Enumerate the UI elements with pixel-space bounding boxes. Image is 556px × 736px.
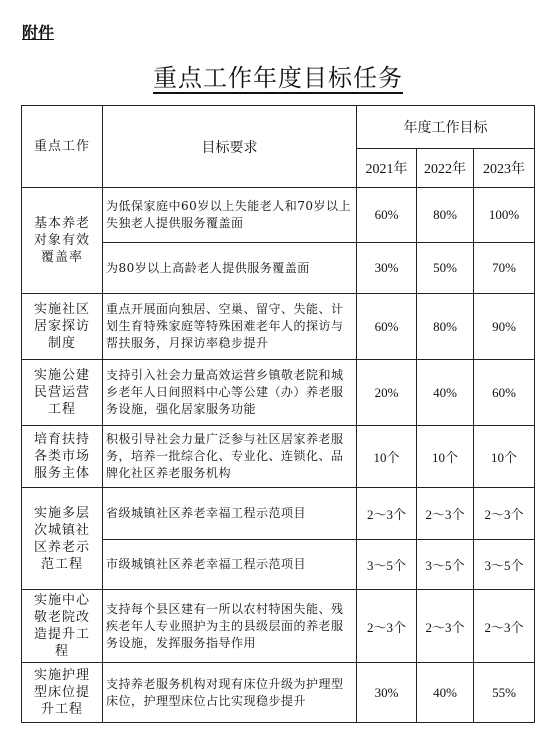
work-cell: 实施中心敬老院改造提升工程 bbox=[22, 590, 103, 663]
work-cell: 实施公建民营运营工程 bbox=[22, 360, 103, 426]
table-row bbox=[22, 294, 535, 360]
work-cell: 基本养老对象有效覆盖率 bbox=[22, 188, 103, 294]
header-requirement: 目标要求 bbox=[103, 106, 357, 188]
value-2023: 70% bbox=[474, 243, 535, 294]
table-row bbox=[22, 188, 535, 243]
value-2021: 20% bbox=[357, 360, 417, 426]
header-year-2023: 2023年 bbox=[474, 149, 535, 188]
work-cell: 实施多层次城镇社区养老示范工程 bbox=[22, 488, 103, 590]
table-row bbox=[22, 360, 535, 426]
value-2021: 30% bbox=[357, 243, 417, 294]
value-2023: 2～3个 bbox=[474, 488, 535, 540]
value-2022: 50% bbox=[417, 243, 474, 294]
value-2022: 10个 bbox=[417, 426, 474, 488]
table-row bbox=[22, 590, 535, 663]
value-2022: 40% bbox=[417, 360, 474, 426]
requirement-cell: 支持养老服务机构对现有床位升级为护理型床位，护理型床位占比实现稳步提升 bbox=[103, 663, 357, 723]
value-2022: 80% bbox=[417, 294, 474, 360]
header-year-2022: 2022年 bbox=[417, 149, 474, 188]
value-2022: 3～5个 bbox=[417, 540, 474, 590]
requirement-cell: 支持引入社会力量高效运营乡镇敬老院和城乡老年人日间照料中心等公建（办）养老服务设施，强化居家服务功能 bbox=[103, 360, 357, 426]
value-2022: 80% bbox=[417, 188, 474, 243]
requirement-cell: 为80岁以上高龄老人提供服务覆盖面 bbox=[103, 243, 357, 294]
requirement-cell: 为低保家庭中60岁以上失能老人和70岁以上失独老人提供服务覆盖面 bbox=[103, 188, 357, 243]
value-2022: 2～3个 bbox=[417, 488, 474, 540]
value-2021: 60% bbox=[357, 188, 417, 243]
header-row bbox=[22, 106, 535, 149]
value-2023: 55% bbox=[474, 663, 535, 723]
work-cell: 实施护理型床位提升工程 bbox=[22, 663, 103, 723]
table-row bbox=[22, 426, 535, 488]
requirement-cell: 积极引导社会力量广泛参与社区居家养老服务，培养一批综合化、专业化、连锁化、品牌化社区养老服务机构 bbox=[103, 426, 357, 488]
table-row bbox=[22, 488, 535, 540]
value-2023: 3～5个 bbox=[474, 540, 535, 590]
value-2023: 2～3个 bbox=[474, 590, 535, 663]
value-2021: 30% bbox=[357, 663, 417, 723]
value-2021: 3～5个 bbox=[357, 540, 417, 590]
requirement-cell: 市级城镇社区养老幸福工程示范项目 bbox=[103, 540, 357, 590]
value-2021: 10个 bbox=[357, 426, 417, 488]
header-annual: 年度工作目标 bbox=[357, 106, 535, 149]
value-2021: 2～3个 bbox=[357, 488, 417, 540]
value-2021: 2～3个 bbox=[357, 590, 417, 663]
table-row bbox=[22, 663, 535, 723]
work-cell: 实施社区居家探访制度 bbox=[22, 294, 103, 360]
attachment-label: 附件 bbox=[22, 23, 55, 42]
page-title: 重点工作年度目标任务 bbox=[153, 64, 403, 92]
value-2023: 100% bbox=[474, 188, 535, 243]
value-2022: 40% bbox=[417, 663, 474, 723]
value-2022: 2～3个 bbox=[417, 590, 474, 663]
value-2023: 60% bbox=[474, 360, 535, 426]
header-work: 重点工作 bbox=[22, 106, 103, 188]
requirement-cell: 重点开展面向独居、空巢、留守、失能、计划生育特殊家庭等特殊困难老年人的探访与帮扶服务，月探访率稳步提升 bbox=[103, 294, 357, 360]
work-cell: 培育扶持各类市场服务主体 bbox=[22, 426, 103, 488]
requirement-cell: 省级城镇社区养老幸福工程示范项目 bbox=[103, 488, 357, 540]
value-2021: 60% bbox=[357, 294, 417, 360]
value-2023: 10个 bbox=[474, 426, 535, 488]
requirement-cell: 支持每个县区建有一所以农村特困失能、残疾老年人专业照护为主的县级层面的养老服务设施，发挥服务指导作用 bbox=[103, 590, 357, 663]
value-2023: 90% bbox=[474, 294, 535, 360]
targets-table bbox=[21, 105, 535, 723]
header-year-2021: 2021年 bbox=[357, 149, 417, 188]
